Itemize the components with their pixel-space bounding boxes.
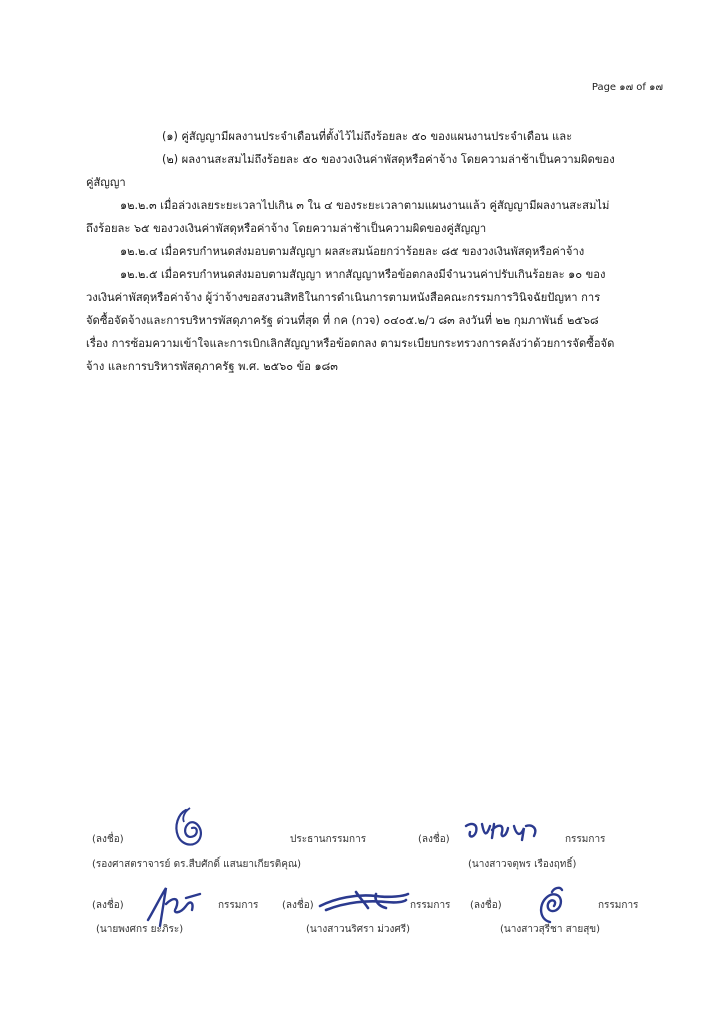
text-line: (๒) ผลงานสะสมไม่ถึงร้อยละ ๕๐ ของวงเงินค่าพัสดุหรือค่าจ้าง โดยความล่าช้าเป็นความผิดของ xyxy=(162,153,615,166)
text-line: ๑๒.๒.๕ เมื่อครบกำหนดส่งมอบตามสัญญา หากสัญญาหรือข้อตกลงมีจำนวนค่าปรับเกินร้อยละ ๑๐ ของ xyxy=(120,268,606,281)
signer-name: (นางสาวนริศรา ม่วงศรี) xyxy=(306,924,410,935)
signature-mark xyxy=(316,888,410,916)
signer-name: (นางสาวจตุพร เรืองฤทธิ์) xyxy=(468,859,577,870)
signature-mark xyxy=(168,806,208,854)
text-line: คู่สัญญา xyxy=(86,176,126,189)
signer-name: (นายพงศกร ยะภิระ) xyxy=(96,924,184,935)
text-line: จัดซื้อจัดจ้างและการบริหารพัสดุภาครัฐ ด่วนที่สุด ที่ กค (กวจ) ๐๔๐๕.๒/ว ๘๓ ลงวันที่ ๒๒ กุมภาพันธ์ ๒๕๖๘ xyxy=(86,314,599,327)
role-label: ประธานกรรมการ xyxy=(290,834,367,845)
text-line: เรื่อง การซ้อมความเข้าใจและการเบิกเลิกสัญญาหรือข้อตกลง ตามระเบียบกระทรวงการคลังว่าด้วยการจัดซื้อจัด xyxy=(86,337,615,350)
text-line: ๑๒.๒.๔ เมื่อครบกำหนดส่งมอบตามสัญญา ผลสะสมน้อยกว่าร้อยละ ๘๕ ของวงเงินพัสดุหรือค่าจ้าง xyxy=(120,245,585,258)
sign-label: (ลงชื่อ) xyxy=(470,900,502,911)
signer-name: (นางสาวสุรีชา สายสุข) xyxy=(500,924,601,935)
signature-mark xyxy=(530,882,570,926)
role-label: กรรมการ xyxy=(598,900,639,911)
role-label: กรรมการ xyxy=(218,900,259,911)
sign-label: (ลงชื่อ) xyxy=(92,900,124,911)
role-label: กรรมการ xyxy=(410,900,451,911)
signature-mark xyxy=(462,818,542,846)
role-label: กรรมการ xyxy=(565,834,606,845)
text-line: จ้าง และการบริหารพัสดุภาครัฐ พ.ศ. ๒๕๖๐ ข้อ ๑๘๓ xyxy=(86,360,338,373)
sign-label: (ลงชื่อ) xyxy=(418,834,450,845)
text-line: ถึงร้อยละ ๖๕ ของวงเงินค่าพัสดุหรือค่าจ้าง โดยความล่าช้าเป็นความผิดของคู่สัญญา xyxy=(86,222,487,235)
text-line: ๑๒.๒.๓ เมื่อล่วงเลยระยะเวลาไปเกิน ๓ ใน ๔ ของระยะเวลาตามแผนงานแล้ว คู่สัญญามีผลงานสะสมไม่ xyxy=(120,199,610,212)
sign-label: (ลงชื่อ) xyxy=(282,900,314,911)
page-number: Page ๑๗ of ๑๗ xyxy=(591,82,663,93)
text-line: (๑) คู่สัญญามีผลงานประจำเดือนที่ตั้งไว้ไม่ถึงร้อยละ ๕๐ ของแผนงานประจำเดือน และ xyxy=(162,130,573,143)
signer-name: (รองศาสตราจารย์ ดร.สืบศักดิ์ แสนยาเกียรติคุณ) xyxy=(92,859,302,870)
text-line: วงเงินค่าพัสดุหรือค่าจ้าง ผู้ว่าจ้างขอสงวนสิทธิในการดำเนินการตามหนังสือคณะกรรมการวินิจฉัยปัญหา การ xyxy=(86,291,601,304)
sign-label: (ลงชื่อ) xyxy=(92,834,124,845)
